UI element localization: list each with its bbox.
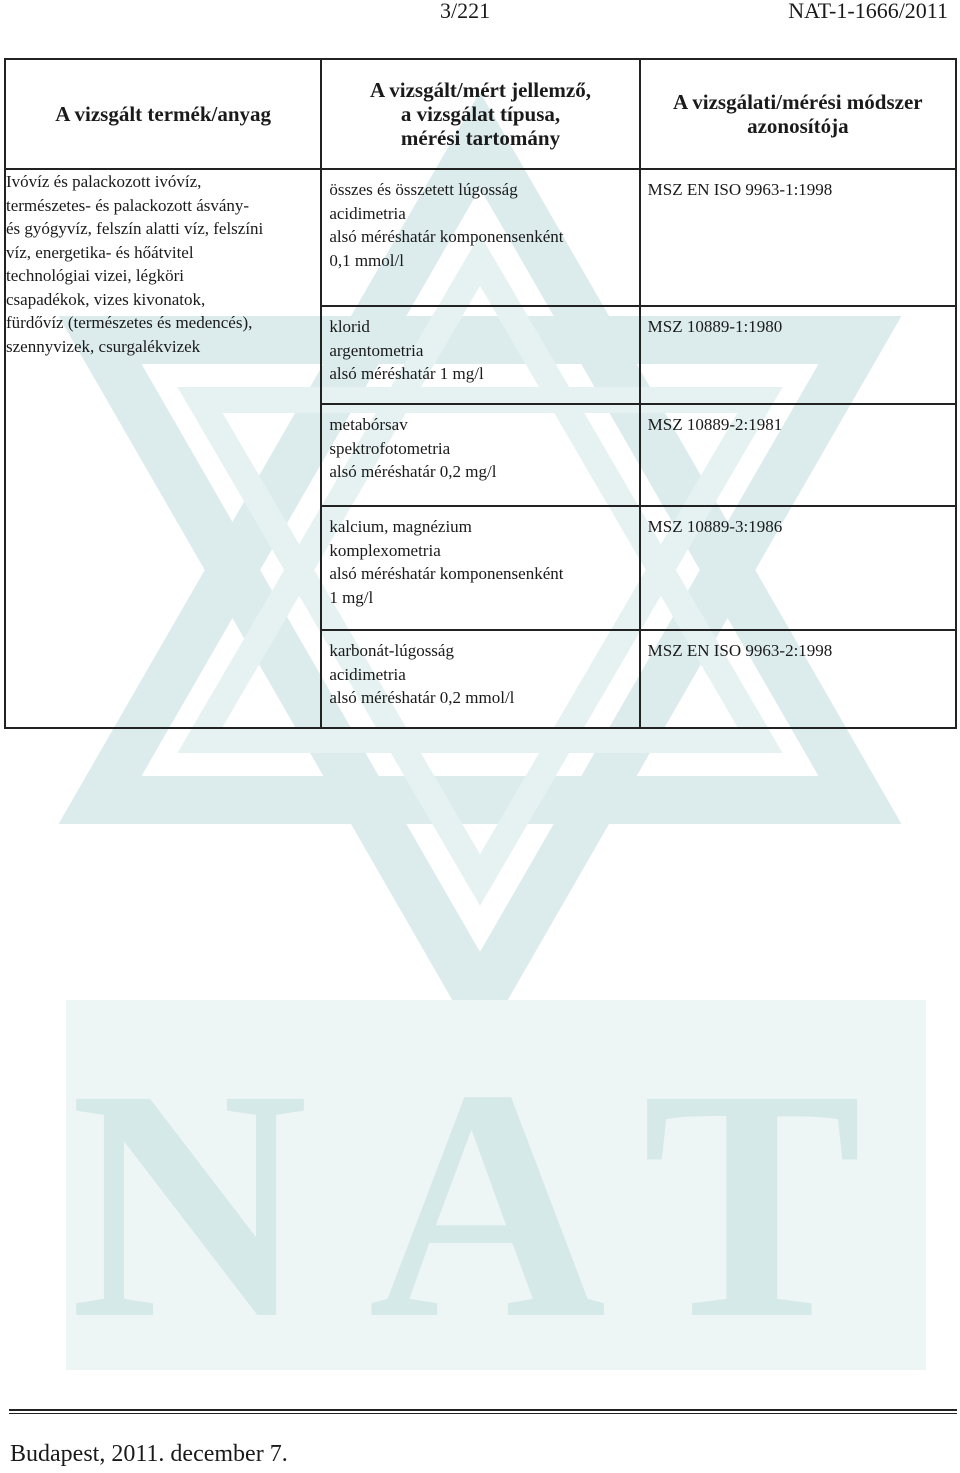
method-block bbox=[641, 405, 955, 507]
footer-divider bbox=[9, 1409, 957, 1411]
header-characteristic bbox=[321, 59, 639, 169]
method-block bbox=[641, 507, 955, 631]
product-line: szennyvizek, csurgalékvizek bbox=[6, 336, 201, 356]
characteristic-line: klorid bbox=[329, 317, 370, 336]
method-id: MSZ EN ISO 9963-2:1998 bbox=[647, 641, 833, 660]
characteristic-line: spektrofotometria bbox=[329, 438, 451, 458]
characteristic-block bbox=[322, 307, 638, 405]
product-line: csapadékok, vizes kivonatok, bbox=[6, 289, 206, 309]
method-id: MSZ 10889-3:1986 bbox=[647, 517, 783, 536]
header-method-text: A vizsgálati/mérési módszer azonosítója bbox=[673, 90, 923, 138]
footer-divider-thin bbox=[9, 1413, 957, 1414]
characteristic-line: karbonát-lúgosság bbox=[329, 641, 454, 660]
characteristic-line: alsó méréshatár komponensenként bbox=[329, 564, 564, 583]
page-header bbox=[0, 0, 960, 24]
document-id: NAT-1-1666/2011 bbox=[788, 0, 948, 23]
characteristic-line: metabórsav bbox=[329, 415, 408, 434]
characteristic-line: 1 mg/l bbox=[329, 587, 374, 607]
method-block bbox=[641, 631, 955, 727]
header-method bbox=[640, 59, 956, 169]
method-block bbox=[641, 307, 955, 405]
table-header-row bbox=[5, 59, 956, 169]
method-block bbox=[641, 170, 955, 307]
characteristic-line: komplexometria bbox=[329, 540, 441, 560]
footer-place-date: Budapest, 2011. december 7. bbox=[10, 1441, 288, 1467]
characteristic-line: 0,1 mmol/l bbox=[329, 250, 404, 270]
characteristic-line: acidimetria bbox=[329, 203, 406, 223]
characteristic-line: összes és összetett lúgosság bbox=[329, 180, 518, 199]
header-characteristic-text: A vizsgált/mért jellemző, a vizsgálat típusa, mérési tartomány bbox=[369, 78, 591, 150]
product-line: fürdővíz (természetes és medencés), bbox=[6, 313, 253, 332]
characteristic-line: alsó méréshatár 1 mg/l bbox=[329, 364, 484, 383]
product-line: Ivóvíz és palackozott ivóvíz, bbox=[6, 172, 202, 191]
table-body-row bbox=[5, 169, 956, 728]
characteristic-block bbox=[322, 507, 638, 631]
characteristic-line: acidimetria bbox=[329, 664, 406, 684]
product-line: technológiai vizei, légköri bbox=[6, 266, 184, 285]
method-id: MSZ 10889-2:1981 bbox=[647, 415, 783, 434]
characteristic-line: alsó méréshatár 0,2 mg/l bbox=[329, 462, 497, 481]
characteristic-line: kalcium, magnézium bbox=[329, 517, 472, 536]
product-line: víz, energetika- és hőátvitel bbox=[6, 242, 194, 262]
characteristic-line: alsó méréshatár komponensenként bbox=[329, 227, 564, 246]
product-line: és gyógyvíz, felszín alatti víz, felszíni bbox=[6, 219, 264, 238]
header-product-text: A vizsgált termék/anyag bbox=[55, 102, 272, 126]
product-cell bbox=[5, 169, 321, 728]
characteristic-block bbox=[322, 170, 638, 307]
method-id: MSZ 10889-1:1980 bbox=[647, 317, 783, 336]
page-number: 3/221 bbox=[440, 0, 491, 23]
characteristic-block bbox=[322, 405, 638, 507]
accreditation-table bbox=[4, 58, 957, 729]
characteristic-block bbox=[322, 631, 638, 727]
characteristic-line: alsó méréshatár 0,2 mmol/l bbox=[329, 688, 515, 707]
characteristic-cell bbox=[321, 169, 639, 728]
product-line: természetes- és palackozott ásvány- bbox=[6, 195, 250, 215]
header-product bbox=[5, 59, 321, 169]
method-id: MSZ EN ISO 9963-1:1998 bbox=[647, 180, 833, 199]
method-cell bbox=[640, 169, 956, 728]
watermark-text: NAT bbox=[69, 1022, 923, 1387]
characteristic-line: argentometria bbox=[329, 340, 424, 360]
